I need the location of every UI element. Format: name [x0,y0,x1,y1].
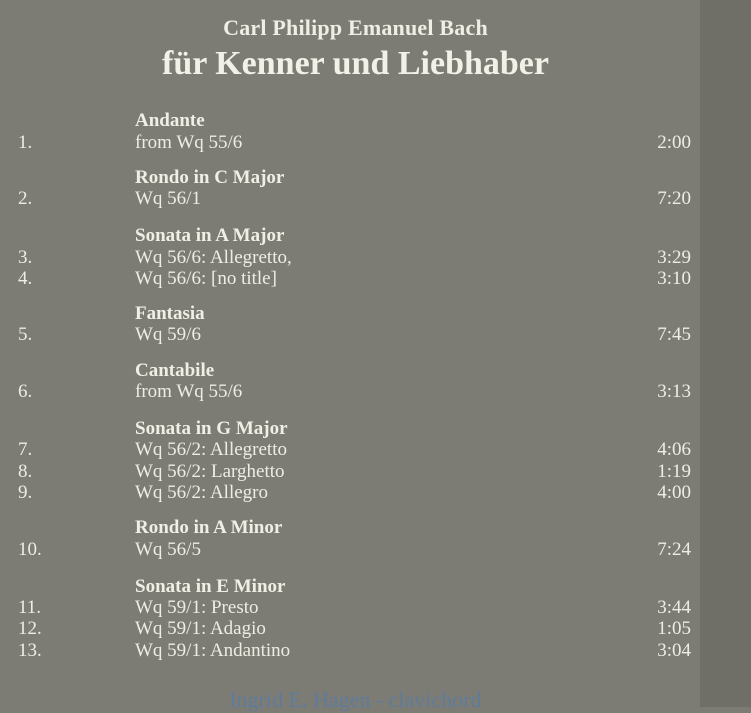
track-duration: 3:04 [657,639,691,661]
track-number: 9. [18,482,33,504]
track-rows [18,188,691,209]
track-subtitle: Wq 56/1 [135,188,201,210]
cover-header [0,0,751,84]
table-row [18,640,691,661]
table-row [18,132,691,153]
table-row [18,618,691,639]
album-title: für Kenner und Liebhaber [162,44,549,82]
track-number: 12. [18,618,42,640]
track-number: 6. [18,380,33,402]
work-title: Cantabile [135,359,215,381]
track-duration: 7:24 [657,538,691,560]
track-rows [18,539,691,560]
track-number: 4. [18,267,33,289]
track-subtitle: from Wq 55/6 [135,380,243,402]
work-title: Fantasia [135,303,205,325]
table-row [18,247,691,268]
track-rows [18,132,691,153]
track-rows [18,381,691,402]
track-subtitle: Wq 56/2: Larghetto [135,460,285,482]
table-row [18,439,691,460]
track-group [18,360,691,403]
track-rows [18,439,691,503]
track-subtitle: Wq 56/2: Allegretto [135,439,287,461]
track-duration: 2:00 [657,131,691,153]
track-group [18,517,691,560]
track-subtitle: from Wq 55/6 [135,131,243,153]
table-row [18,482,691,503]
work-title: Rondo in C Major [135,166,285,188]
table-row [18,461,691,482]
track-duration: 3:10 [657,267,691,289]
track-number: 7. [18,439,33,461]
work-title: Sonata in G Major [135,418,288,440]
track-subtitle: Wq 59/1: Andantino [135,639,291,661]
track-number: 3. [18,246,33,268]
work-title: Andante [135,110,205,132]
track-duration: 1:05 [657,618,691,640]
track-group [18,418,691,503]
composer-name: Carl Philipp Emanuel Bach [223,15,488,40]
track-group [18,110,691,153]
track-duration: 4:00 [657,482,691,504]
track-subtitle: Wq 56/5 [135,538,201,560]
table-row [18,324,691,345]
track-number: 8. [18,460,33,482]
track-duration: 3:13 [657,380,691,402]
track-duration: 3:44 [657,597,691,619]
table-row [18,597,691,618]
work-title: Sonata in E Minor [135,575,286,597]
track-number: 13. [18,639,42,661]
track-duration: 7:45 [657,324,691,346]
track-duration: 3:29 [657,246,691,268]
track-group [18,303,691,346]
track-subtitle: Wq 56/6: Allegretto, [135,246,292,268]
tracklist [0,110,751,661]
table-row [18,268,691,289]
track-group [18,225,691,289]
track-number: 2. [18,188,33,210]
table-row [18,539,691,560]
work-title: Rondo in A Minor [135,517,283,539]
track-duration: 1:19 [657,460,691,482]
track-duration: 7:20 [657,188,691,210]
performer-credit: Ingrid E. Hagen - clavichord [229,686,482,712]
track-rows [18,597,691,661]
track-subtitle: Wq 59/1: Presto [135,597,259,619]
track-subtitle: Wq 56/6: [no title] [135,267,277,289]
track-rows [18,247,691,290]
track-number: 1. [18,131,33,153]
work-title: Sonata in A Major [135,225,285,247]
table-row [18,381,691,402]
track-subtitle: Wq 59/6 [135,324,201,346]
track-subtitle: Wq 56/2: Allegro [135,482,268,504]
track-duration: 4:06 [657,439,691,461]
track-number: 11. [18,597,42,619]
track-subtitle: Wq 59/1: Adagio [135,618,266,640]
track-rows [18,324,691,345]
track-number: 10. [18,538,42,560]
track-number: 5. [18,324,33,346]
track-group [18,576,691,661]
track-group [18,167,691,210]
table-row [18,188,691,209]
